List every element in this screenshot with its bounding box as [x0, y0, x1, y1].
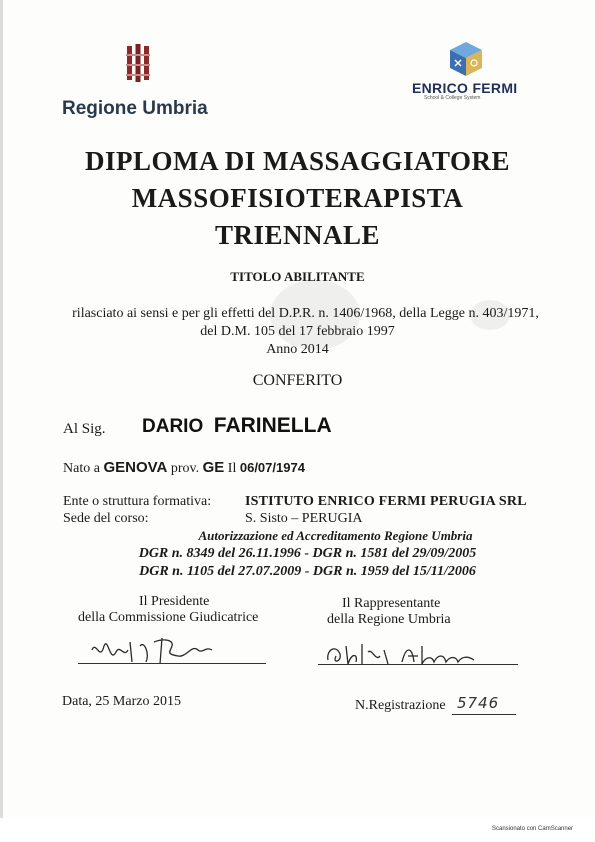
representative-signature: [322, 638, 482, 672]
recipient-last-name: FARINELLA: [213, 414, 332, 437]
scanner-note: Scansionato con CamScanner: [492, 826, 574, 832]
diploma-title-line1: DIPLOMA DI MASSAGGIATORE: [84, 146, 511, 176]
registration-label: N.Registrazione: [355, 698, 446, 713]
president-signature-line: [78, 663, 266, 664]
conferito-label: CONFERITO: [252, 372, 343, 389]
authorization-line3: DGR n. 1105 del 27.07.2009 - DGR n. 1959 del 15/11/2006: [139, 564, 476, 579]
president-commission: della Commissione Giudicatrice: [78, 610, 259, 625]
registration-number: 5746: [457, 694, 500, 712]
birth-city: GENOVA: [103, 459, 168, 476]
issue-date: Data, 25 Marzo 2015: [62, 694, 181, 709]
legal-basis-line1: rilasciato ai sensi e per gli effetti del D.P.R. n. 1406/1968, della Legge n. 403/1971,: [72, 306, 539, 321]
sede-value: S. Sisto – PERUGIA: [245, 511, 363, 526]
titolo-abilitante: TITOLO ABILITANTE: [230, 269, 365, 284]
recipient-first-name: DARIO: [142, 416, 204, 437]
enrico-fermi-cube-icon: [447, 40, 485, 78]
regione-umbria-label: Regione Umbria: [62, 98, 208, 119]
enrico-fermi-subtitle: School & College System: [424, 95, 481, 101]
enrico-fermi-name: ENRICO FERMI: [412, 80, 518, 96]
registration-line: [452, 714, 516, 715]
diploma-title-line3: TRIENNALE: [214, 220, 381, 250]
birth-date: 06/07/1974: [239, 460, 305, 475]
ente-label: Ente o struttura formativa:: [63, 494, 212, 509]
authorization-line2: DGR n. 8349 del 26.11.1996 - DGR n. 1581 del 29/09/2005: [138, 546, 477, 561]
president-signature: [88, 632, 218, 670]
sede-label: Sede del corso:: [63, 511, 149, 526]
birth-info: [63, 459, 305, 477]
representative-title: Il Rappresentante: [342, 596, 441, 611]
course-year: Anno 2014: [266, 342, 329, 357]
birth-date-label: Il: [227, 461, 237, 476]
authorization-line1: Autorizzazione ed Accreditamento Regione Umbria: [198, 528, 473, 543]
recipient-prefix: Al Sig.: [63, 421, 106, 437]
regione-umbria-emblem-icon: [125, 44, 151, 84]
birth-label: Nato a: [63, 461, 100, 476]
birth-prov: GE: [202, 459, 225, 476]
representative-signature-line: [318, 664, 518, 665]
president-title: Il Presidente: [139, 594, 210, 609]
diploma-title-line2: MASSOFISIOTERAPISTA: [131, 183, 464, 213]
legal-basis-line2: del D.M. 105 del 17 febbraio 1997: [200, 324, 395, 339]
recipient-name: [142, 414, 332, 438]
birth-prov-label: prov.: [170, 461, 200, 476]
scan-edge: [0, 0, 3, 842]
representative-region: della Regione Umbria: [327, 612, 451, 627]
ente-value: ISTITUTO ENRICO FERMI PERUGIA SRL: [245, 494, 527, 509]
